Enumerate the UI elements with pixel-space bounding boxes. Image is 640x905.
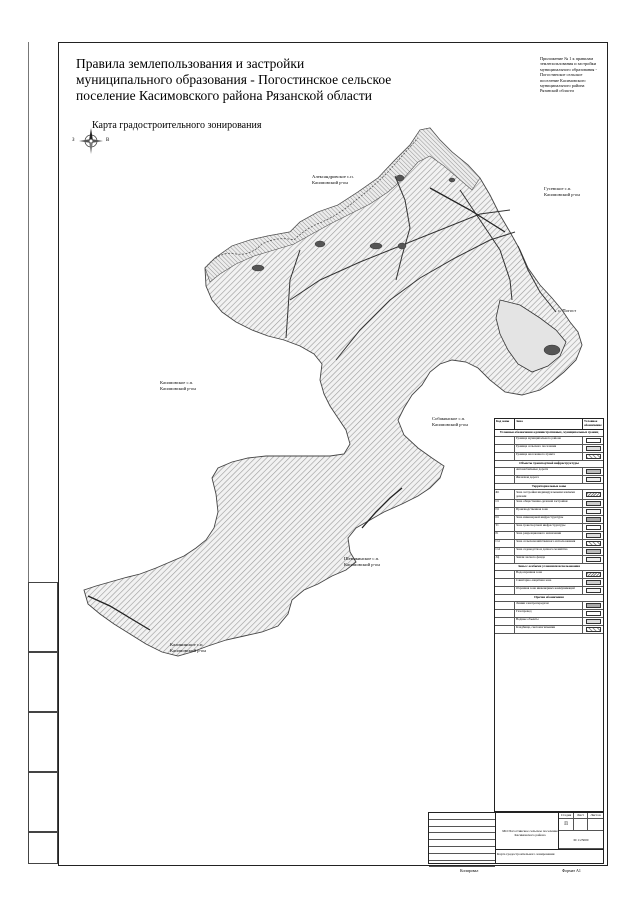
legend-row-code: И1 [495,516,515,523]
legend-section-title: Условные обозначения административных, муниципальных границ [495,430,603,437]
stamp-sheet-label: Лист [574,813,588,819]
stamp-scale: М 1:25000 [559,831,603,849]
legend-header-code: Код зоны [495,419,515,429]
legend-row-symbol [583,476,603,483]
legend-swatch [586,580,601,585]
legend-row-name: Граница муниципального района [515,437,583,444]
legend-row-name: Производственная зона [515,508,583,515]
legend-row-code [495,476,515,483]
legend-row-name: Граница населенного пункта [515,453,583,460]
legend-swatch [586,611,601,616]
legend-row-code [495,618,515,625]
legend-row-symbol [583,610,603,617]
stamp-sheets-value [588,819,603,831]
label-sobakinskoe: Собакинское с.п. Касимовский р-он [432,416,468,427]
legend-swatch [586,454,601,459]
legend-row-name: Зона инженерной инфраструктуры [515,516,583,523]
legend-body [495,430,603,634]
stamp-sheets-count-label: Листов [588,813,603,819]
legend-row-symbol [583,587,603,594]
legend-row-name: Зона садоводства и дачного хозяйства [515,548,583,555]
legend-row-code: Сх2 [495,548,515,555]
legend-table [494,418,604,812]
page-title: Правила землепользования и застройки муниципального образования - Погостинское сельское поселение Касимовского района Рязанской области [76,56,392,103]
legend-row [495,587,603,595]
legend-swatch [586,438,601,443]
legend-swatch [586,549,601,554]
legend-row-symbol [583,468,603,475]
legend-row-name: Охранная зона инженерных коммуникаций [515,587,583,594]
legend-header-zone: Зона [515,419,583,429]
legend-row-symbol [583,532,603,539]
legend-swatch [586,541,601,546]
legend-row-name: Водоохранная зона [515,571,583,578]
legend-row-code: Т1 [495,524,515,531]
legend-row-code: Р1 [495,532,515,539]
legend-swatch [586,627,601,632]
legend-swatch [586,477,601,482]
legend-row-code [495,468,515,475]
legend-row-symbol [583,445,603,452]
stamp-bottom-title: Карта градостроительного зонирования [495,849,603,863]
legend-row-name: Автомобильные дороги [515,468,583,475]
legend-row-symbol [583,508,603,515]
legend-row-name: Зона транспортной инфраструктуры [515,524,583,531]
footer-format: Формат А1 [562,868,581,873]
legend-swatch [586,509,601,514]
legend-swatch [586,619,601,624]
stamp-stage-label: Стадия [559,813,574,819]
legend-row-symbol [583,490,603,499]
footer-copied: Копировал [460,868,479,873]
legend-row-symbol [583,602,603,609]
legend-row-symbol [583,453,603,460]
legend-row-symbol [583,548,603,555]
legend-row-code: Лф [495,556,515,563]
legend-row-code: Сх1 [495,540,515,547]
legend-row-code [495,587,515,594]
legend-row-code [495,437,515,444]
label-kasimovskoe: Касимовское с.п. Касимовский р-он [160,380,196,391]
legend-row-symbol [583,571,603,578]
compass-west-label: З [72,138,75,143]
stamp-stage-value: П [559,819,574,831]
legend-row-symbol [583,618,603,625]
stamp-signature-grid [429,813,496,863]
legend-swatch [586,572,601,577]
legend-row [495,476,603,484]
legend-row-name: Зона общественно-деловой застройки [515,500,583,507]
legend-row-code [495,571,515,578]
legend-row-code: П1 [495,508,515,515]
legend-row-symbol [583,540,603,547]
legend-row-name: Кладбища, скотомогильники [515,626,583,633]
stamp-cells [558,813,603,849]
legend-header [495,419,603,430]
legend-swatch [586,525,601,530]
legend-row-name: Зона сельскохозяйственного использования [515,540,583,547]
legend-swatch [586,603,601,608]
map-subtitle: Карта градостроительного зонирования [92,120,262,131]
legend-row-symbol [583,524,603,531]
legend-row-name: Зона застройки индивидуальными жилыми домами [515,490,583,499]
legend-row-code [495,610,515,617]
legend-row-code [495,453,515,460]
compass-east-label: В [106,138,110,143]
stamp-document: МО Погостинское сельское поселение Касимовского района [502,829,558,837]
legend-row-name: Газопровод [515,610,583,617]
legend-row [495,548,603,556]
legend-section-title: Объекты транспортной инфраструктуры [495,461,603,468]
legend-row-name: Санитарно-защитная зона [515,579,583,586]
legend-row [495,610,603,618]
legend-row-code: Ж1 [495,490,515,499]
legend-row-code [495,626,515,633]
legend-row-code [495,602,515,609]
legend-swatch [586,501,601,506]
legend-row-name: Линии электропередачи [515,602,583,609]
legend-row [495,556,603,564]
legend-row [495,500,603,508]
legend-row-symbol [583,500,603,507]
stamp-sheet-value [574,819,588,831]
legend-section-title: Зоны с особыми условиями использования [495,564,603,571]
label-aleksandrovskoe: Александровское с.п. Касимовский р-он [312,174,354,185]
legend-row-name: Зона рекреационного назначения [515,532,583,539]
legend-row-name: Граница сельского поселения [515,445,583,452]
legend-row [495,626,603,634]
legend-swatch [586,588,601,593]
legend-row [495,602,603,610]
legend-row [495,468,603,476]
label-kalininskoe: Калининское с.п. Касимовский р-он [170,642,206,653]
label-gusevskoe: Гусевское с.п. Касимовский р-он [544,186,580,197]
approval-note: Приложение № 1 к правилам землепользования и застройки муниципального образования - Погостинское сельское поселение Касимовского муниципального района Рязанской области [540,56,597,94]
legend-row-code [495,579,515,586]
legend-swatch [586,517,601,522]
legend-row-symbol [583,626,603,633]
legend-header-symbol: Условное обозначение [584,419,602,427]
legend-row-symbol [583,437,603,444]
label-shemyakinskoe: Шемякинское с.п. Касимовский р-он [344,556,380,567]
legend-swatch [586,533,601,538]
legend-section-title: Территориальные зоны [495,484,603,491]
title-stamp [428,812,604,864]
legend-row [495,453,603,461]
legend-swatch [586,469,601,474]
legend-row-code: О1 [495,500,515,507]
legend-row-name: Водные объекты [515,618,583,625]
label-village: с. Погост [558,308,577,313]
legend-swatch [586,492,601,497]
legend-row-symbol [583,579,603,586]
legend-row-name: Земли лесного фонда [515,556,583,563]
legend-row-code [495,445,515,452]
legend-swatch [586,446,601,451]
legend-swatch [586,557,601,562]
legend-row-symbol [583,556,603,563]
legend-section-title: Прочие обозначения [495,595,603,602]
legend-row-name: Железная дорога [515,476,583,483]
legend-row-symbol [583,516,603,523]
